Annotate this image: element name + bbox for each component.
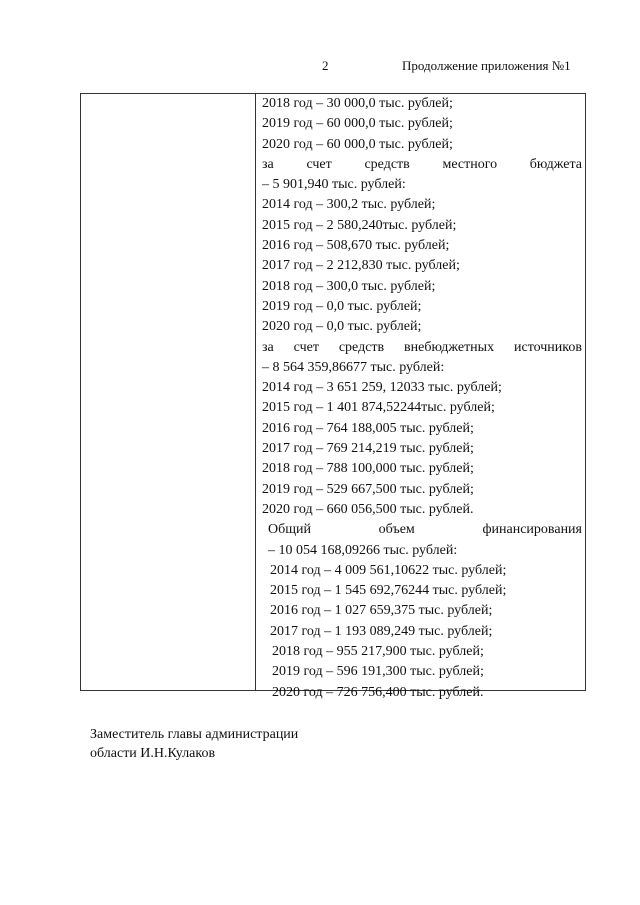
table-line: 2020 год – 0,0 тыс. рублей; xyxy=(262,319,422,335)
table-line: 2017 год – 1 193 089,249 тыс. рублей; xyxy=(270,623,493,639)
table-column-divider xyxy=(255,94,256,690)
table-line: 2019 год – 0,0 тыс. рублей; xyxy=(262,298,422,314)
table-line: 2020 год – 60 000,0 тыс. рублей; xyxy=(262,136,453,152)
signature-block xyxy=(90,725,298,763)
table-line: – 10 054 168,09266 тыс. рублей: xyxy=(268,542,458,558)
table-line: 2018 год – 955 217,900 тыс. рублей; xyxy=(272,644,484,660)
table-line: – 8 564 359,86677 тыс. рублей: xyxy=(262,359,445,375)
appendix-title: Продолжение приложения №1 xyxy=(402,58,571,73)
table-line: Общий объем финансирования xyxy=(268,522,582,538)
table-line: 2017 год – 769 214,219 тыс. рублей; xyxy=(262,441,474,457)
table-line: 2019 год – 60 000,0 тыс. рублей; xyxy=(262,116,453,132)
table-line: 2019 год – 529 667,500 тыс. рублей; xyxy=(262,481,474,497)
table-line: за счет средств местного бюджета xyxy=(262,156,582,172)
table-line: 2014 год – 4 009 561,10622 тыс. рублей; xyxy=(270,562,507,578)
table-line: 2018 год – 30 000,0 тыс. рублей; xyxy=(262,96,453,111)
financing-text-cell xyxy=(258,94,584,703)
table-line: 2016 год – 764 188,005 тыс. рублей; xyxy=(262,420,474,436)
table-line: 2014 год – 300,2 тыс. рублей; xyxy=(262,197,436,213)
table-line: 2017 год – 2 212,830 тыс. рублей; xyxy=(262,258,460,274)
table-line: 2014 год – 3 651 259, 12033 тыс. рублей; xyxy=(262,380,502,396)
table-line: 2015 год – 1 545 692,76244 тыс. рублей; xyxy=(270,583,507,599)
table-line: 2018 год – 788 100,000 тыс. рублей; xyxy=(262,461,474,477)
financing-table xyxy=(80,93,586,700)
table-line: 2018 год – 300,0 тыс. рублей; xyxy=(262,278,436,294)
table-line: 2020 год – 726 756,400 тыс. рублей. xyxy=(272,684,484,700)
table-line: 2015 год – 2 580,240тыс. рублей; xyxy=(262,217,457,233)
table-line: – 5 901,940 тыс. рублей: xyxy=(262,177,406,193)
table-line: 2019 год – 596 191,300 тыс. рублей; xyxy=(272,664,484,680)
table-line: за счет средств внебюджетных источников xyxy=(262,339,582,355)
table-line: 2016 год – 1 027 659,375 тыс. рублей; xyxy=(270,603,493,619)
table-line: 2015 год – 1 401 874,52244тыс. рублей; xyxy=(262,400,495,416)
signature-name: области И.Н.Кулаков xyxy=(90,746,216,761)
table-line: 2016 год – 508,670 тыс. рублей; xyxy=(262,238,450,254)
signature-position: Заместитель главы администрации xyxy=(90,727,299,742)
page-number: 2 xyxy=(322,58,329,73)
page-header xyxy=(0,58,640,78)
table-line: 2020 год – 660 056,500 тыс. рублей. xyxy=(262,501,474,517)
